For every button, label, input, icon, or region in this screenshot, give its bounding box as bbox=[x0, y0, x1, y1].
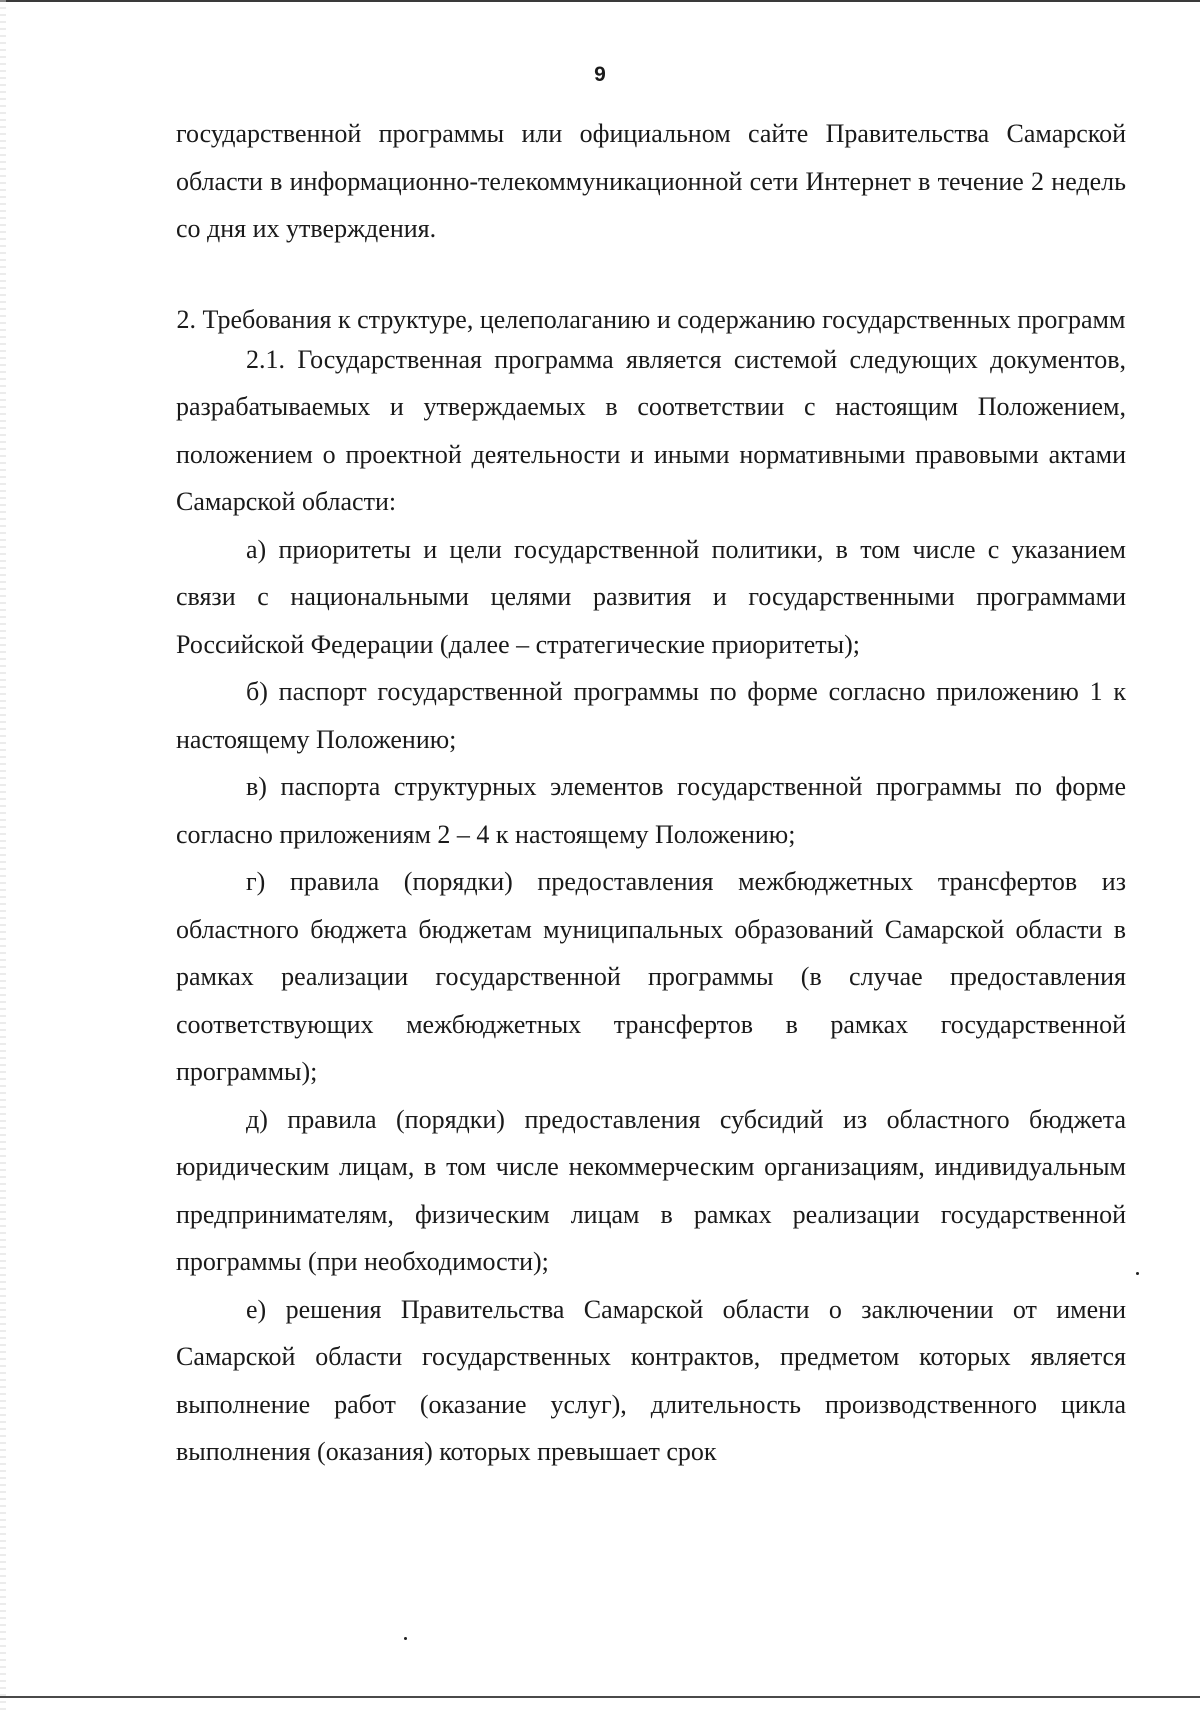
scan-top-edge-line bbox=[0, 0, 1200, 2]
list-item-g: г) правила (порядки) предоставления межбюджетных трансфертов из областного бюджета бюджетам муниципальных образований Самарской области в рамках реализации государственной программы (в случае предоставления соответствующих межбюджетных трансфертов в рамках государственной программы); bbox=[176, 867, 1126, 1086]
continuation-paragraph: государственной программы или официальном сайте Правительства Самарской области в информационно-телекоммуникационной сети Интернет в течение 2 недель со дня их утверждения. bbox=[176, 119, 1126, 243]
page-number: 9 bbox=[594, 63, 606, 86]
scan-speck bbox=[1136, 1272, 1139, 1275]
scan-bottom-edge-line bbox=[0, 1696, 1200, 1698]
document-body bbox=[176, 110, 1126, 1476]
list-item-v: в) паспорта структурных элементов государственной программы по форме согласно приложениям 2 – 4 к настоящему Положению; bbox=[176, 772, 1126, 849]
scan-speck bbox=[404, 1637, 407, 1640]
section-heading: 2. Требования к структуре, целеполаганию и содержанию государственных программ bbox=[176, 304, 1126, 334]
scan-left-edge-artifact bbox=[0, 0, 6, 1712]
paragraph-2-1: 2.1. Государственная программа является системой следующих документов, разрабатываемых и утверждаемых в соответствии с настоящим Положением, положением о проектной деятельности и иными нормативными правовыми актами Самарской области: bbox=[176, 344, 1126, 516]
list-item-b: б) паспорт государственной программы по форме согласно приложению 1 к настоящему Положению; bbox=[176, 677, 1126, 754]
list-item-d: д) правила (порядки) предоставления субсидий из областного бюджета юридическим лицам, в том числе некоммерческим организациям, индивидуальным предпринимателям, физическим лицам в рамках реализации государственной программы (при необходимости); bbox=[176, 1104, 1126, 1276]
list-item-a: а) приоритеты и цели государственной политики, в том числе с указанием связи с национальными целями развития и государственными программами Российской Федерации (далее – стратегические приоритеты); bbox=[176, 534, 1126, 659]
list-item-e: е) решения Правительства Самарской области о заключении от имени Самарской области государственных контрактов, предметом которых является выполнение работ (оказание услуг), длительность производственного цикла выполнения (оказания) которых превышает срок bbox=[176, 1294, 1126, 1466]
